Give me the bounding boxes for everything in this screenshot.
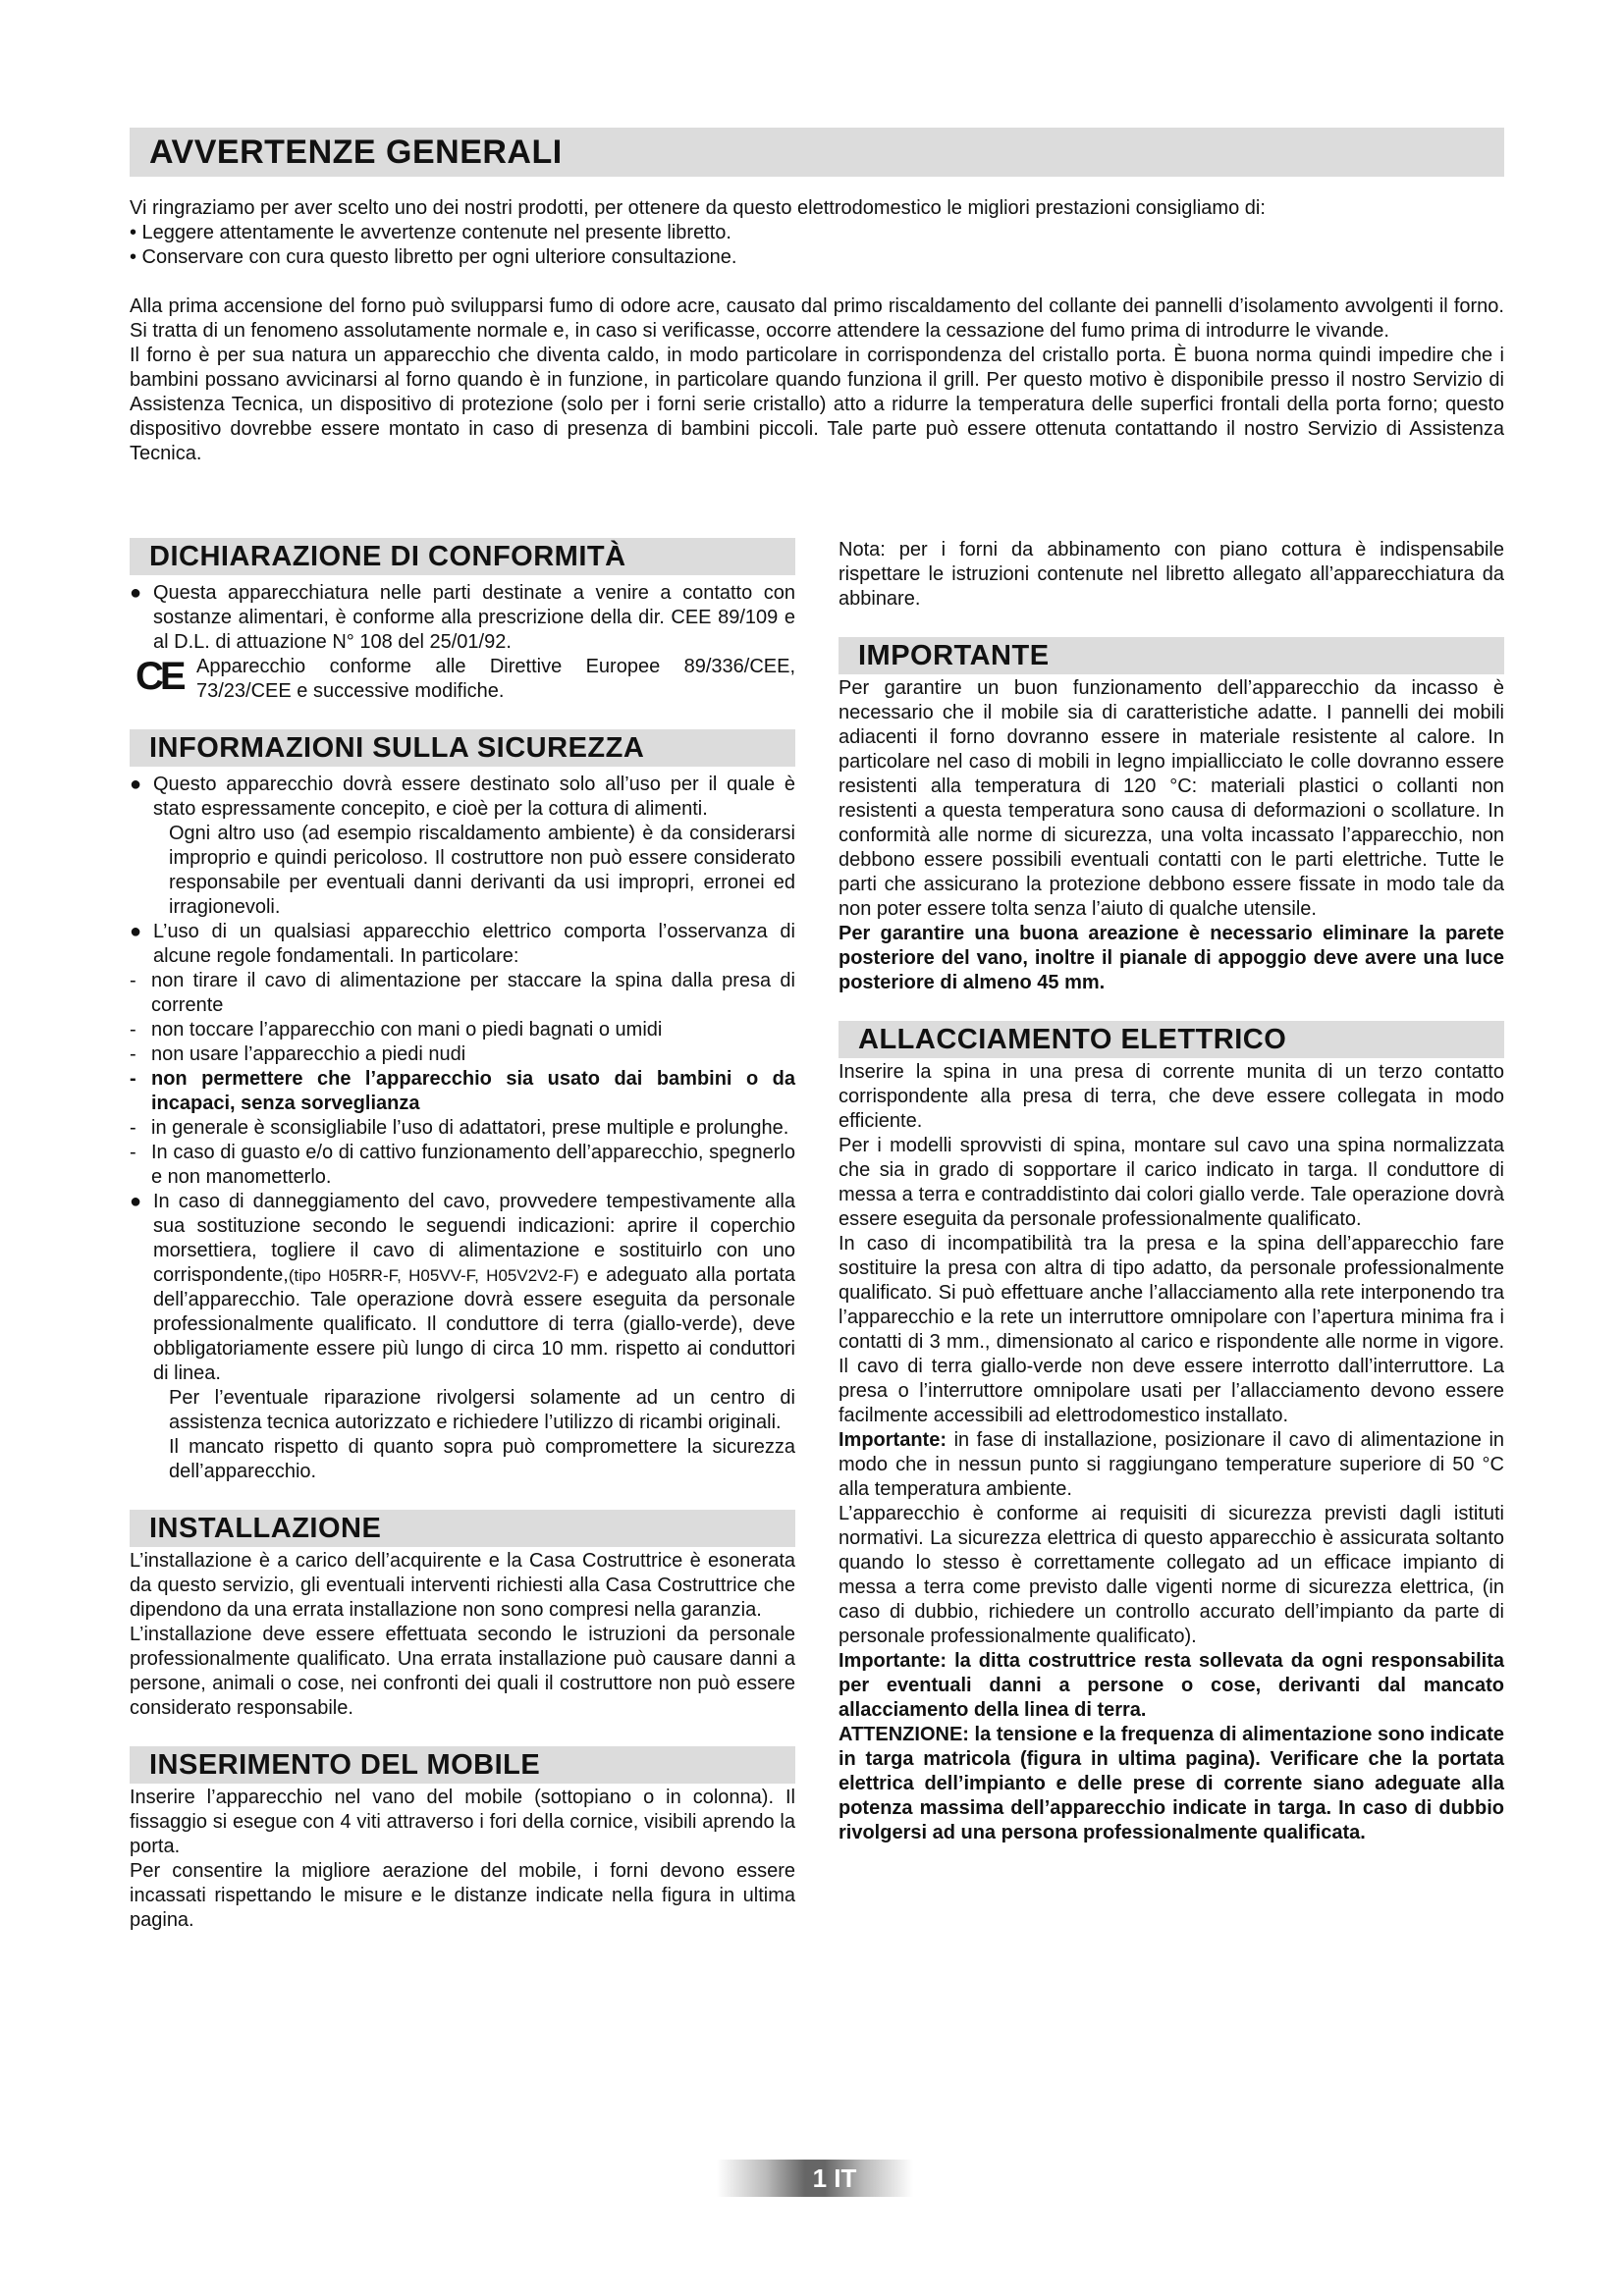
cable-types: (tipo H05RR-F, H05VV-F, H05V2V2-F) <box>288 1266 579 1285</box>
allacciamento-text: Per i modelli sprovvisti di spina, montare sul cavo una spina normalizzata che sia in grado di sopportare il carico indicato in targa. Il conduttore di messa a terra e contraddistinto dai colori giallo verde. Tale operazione dovrà essere eseguita da personale professionalmente qualificato. <box>839 1135 1504 1230</box>
importante-bold: Per garantire una buona areazione è necessario eliminare la parete posteriore del vano, inoltre il pianale di appoggio deve avere una luce posteriore di almeno 45 mm. <box>839 923 1504 993</box>
sicurezza-bullet: Questo apparecchio dovrà essere destinato solo all’uso per il quale è stato espressamente concepito, e cioè per la cottura di alimenti. <box>153 774 795 820</box>
nota-text: Nota: per i forni da abbinamento con piano cottura è indispensabile rispettare le istruzioni contenute nel libretto allegato all’apparecchiatura da abbinare. <box>839 539 1504 610</box>
sicurezza-text: Ogni altro uso (ad esempio riscaldamento ambiente) è da considerarsi improprio e quindi pericoloso. Il costruttore non può essere considerato responsabile per eventuali danni derivanti da usi impropri, erronei ed irragionevoli. <box>169 823 795 918</box>
allacciamento-bold: Importante: la ditta costruttrice resta sollevata da ogni responsabilita per eventuali danni a persone o cose, derivanti dal mancato allacciamento della linea di terra. <box>839 1650 1504 1721</box>
section-title: ALLACCIAMENTO ELETTRICO <box>839 1021 1504 1058</box>
sicurezza-dash-item: in generale è sconsigliabile l’uso di adattatori, prese multiple e prolunghe. <box>151 1117 789 1139</box>
sicurezza-dash-item: In caso di guasto e/o di cattivo funzionamento dell’apparecchio, spegnerlo e non manometterlo. <box>151 1142 795 1188</box>
allacciamento-text: in fase di installazione, posizionare il cavo di alimentazione in modo che in nessun punto si raggiungano temperature superiore di 50 °C alla temperatura ambiente. <box>839 1429 1505 1500</box>
sicurezza-dash-item: non toccare l’apparecchio con mani o piedi bagnati o umidi <box>151 1019 663 1041</box>
ce-mark-icon: CE <box>135 655 183 698</box>
sicurezza-bullet: In caso di danneggiamento del cavo, provvedere tempestivamente alla sua sostituzione secondo le seguendi indicazioni: aprire il coperchio morsettiera, togliere il cavo di alimentazione e sostituirlo con uno corrispondente, <box>153 1191 795 1286</box>
section-nota <box>839 538 1504 612</box>
intro-paragraph: Il forno è per sua natura un apparecchio che diventa caldo, in modo particolare in corrispondenza del cristallo porta. È buona norma quindi impedire che i bambini possano avvicinarsi al forno quando è in funzione, in particolare quando funziona il grill. Per questo motivo è disponibile presso il nostro Servizio di Assistenza Tecnica, un dispositivo di protezione (solo per i forni serie cristallo) atto a ridurre la temperatura delle superfici frontali della porta forno; questo dispositivo dovrebbe essere montato in caso di presenza di bambini piccoli. Tale parte può essere ottenuta contattando il nostro Servizio di Assistenza Tecnica. <box>130 345 1504 464</box>
sicurezza-text: Il mancato rispetto di quanto sopra può compromettere la sicurezza dell’apparecchio. <box>169 1436 795 1482</box>
section-sicurezza: INFORMAZIONI SULLA SICUREZZA ● Questo apparecchio dovrà essere destinato solo all’uso per il quale è stato espressamente concepito, e cioè per la cottura di alimenti. Ogni altro uso (ad esempio riscaldamento ambiente) è da considerarsi improprio e quindi pericoloso. Il costruttore non può essere considerato responsabile per eventuali danni derivanti da usi impropri, erronei ed irragionevoli. ● L’uso di un qualsiasi apparecchio elettrico comporta l’osservanza di alcune regole fondamentali. In particolare: - non tirare il cavo di alimentazione per staccare la spina dalla presa di corrente - non toccare l’apparecchio con mani o piedi bagnati o umidi - non usare l’apparecchio a piedi nudi - non permettere che l’apparecchio sia usato dai bambini o da incapaci, senza sorveglianza - in generale è sconsigliabile l’uso di adattatori, prese multiple e prolunghe. - In caso di guasto e/o di cattivo funzionamento dell’apparecchio, spegnerlo e non manometterlo. ● In caso di danneggiamento del cavo, provvedere tempestivamente alla sua sostituzione secondo le seguendi indicazioni: aprire il coperchio morsettiera, togliere il cavo di alimentazione e sostituirlo con uno corrispondente,(tipo H05RR-F, H05VV-F, H05V2V2-F) e adeguato alla portata dell’apparecchio. Tale operazione dovrà essere eseguita da personale professionalmente qualificato. Il conduttore di terra (giallo-verde), deve obbligatoriamente essere più lungo di circa 10 mm. rispetto ai conduttori di linea. Per l’eventuale riparazione rivolgersi solamente ad un centro di assistenza tecnica autorizzato e richiedere l’utilizzo di ricambi originali. Il mancato rispetto di quanto sopra può compromettere la sicurezza dell’apparecchio. <box>130 729 795 1484</box>
allacciamento-text: Inserire la spina in una presa di corrente munita di un terzo contatto corrispondente alla presa di terra, che deve essere collegata in modo efficiente. <box>839 1061 1504 1132</box>
sicurezza-dash-item: non tirare il cavo di alimentazione per staccare la spina dalla presa di corrente <box>151 970 795 1016</box>
importante-label: Importante: <box>839 1429 947 1451</box>
section-title: INSERIMENTO DEL MOBILE <box>130 1746 795 1784</box>
intro-bullet: • Leggere attentamente le avvertenze contenute nel presente libretto. <box>130 222 731 243</box>
section-importante <box>839 637 1504 995</box>
intro-bullet: • Conservare con cura questo libretto per ogni ulteriore consultazione. <box>130 246 737 268</box>
section-allacciamento <box>839 1021 1504 1845</box>
allacciamento-text: L’apparecchio è conforme ai requisiti di sicurezza previsti dagli istituti normativi. La sicurezza elettrica di questo apparecchio è assicurata soltanto quando lo stesso è correttamente collegato ad un efficace impianto di messa a terra come previsto dalle vigenti norme di sicurezza elettrica, (in caso di dubbio, richiedere un controllo accurato dell’impianto da parte di personale professionalmente qualificato). <box>839 1503 1504 1647</box>
intro-block <box>130 128 1504 466</box>
section-title: IMPORTANTE <box>839 637 1504 674</box>
sicurezza-bullet: L’uso di un qualsiasi apparecchio elettrico comporta l’osservanza di alcune regole fondamentali. In particolare: <box>153 921 795 967</box>
right-column <box>839 538 1504 1958</box>
section-title: INFORMAZIONI SULLA SICUREZZA <box>130 729 795 767</box>
allacciamento-text: In caso di incompatibilità tra la presa e la spina dell’apparecchio fare sostituire la presa con altra di tipo adatto, da personale professionalmente qualificato. Si può effettuare anche l’allacciamento alla rete interponendo tra l’apparecchio e la rete un interruttore omnipolare con l’apertura minima fra i contatti di 3 mm., dimensionato al carico e rispondente alle norme in vigore. Il cavo di terra giallo-verde non deve essere interrotto dall’interruttore. La presa o l’interruttore omnipolare usati per l’allacciamento devono essere facilmente accessibili ad elettrodomestico installato. <box>839 1233 1504 1426</box>
allacciamento-bold: ATTENZIONE: la tensione e la frequenza di alimentazione sono indicate in targa matricola (figura in ultima pagina). Verificare che la portata elettrica dell’impianto e delle prese di corrente siano adeguate alla potenza massima dell’apparecchio indicate in targa. In caso di dubbio rivolgersi ad una persona professionalmente qualificata. <box>839 1724 1504 1843</box>
page-title: AVVERTENZE GENERALI <box>130 128 1504 177</box>
section-title: INSTALLAZIONE <box>130 1510 795 1547</box>
conformita-bullet: Questa apparecchiatura nelle parti destinate a venire a contatto con sostanze alimentari, è conforme alla prescrizione della dir. CEE 89/109 e al D.L. di attuazione N° 108 del 25/01/92. <box>153 582 795 653</box>
inserimento-text: Inserire l’apparecchio nel vano del mobile (sottopiano o in colonna). Il fissaggio si esegue con 4 viti attraverso i fori della cornice, visibili aprendo la porta. <box>130 1787 795 1857</box>
installazione-text: L’installazione è a carico dell’acquirente e la Casa Costruttrice è esonerata da questo servizio, gli eventuali interventi richiesti alla Casa Costruttrice che dipendono da una errata installazione non sono compresi nella garanzia. <box>130 1550 795 1621</box>
ce-text: Apparecchio conforme alle Direttive Europee 89/336/CEE, 73/23/CEE e successive modifiche. <box>196 656 795 702</box>
inserimento-text: Per consentire la migliore aerazione del mobile, i forni devono essere incassati rispettando le misure e le distanze indicate nella figura in ultima pagina. <box>130 1860 795 1931</box>
intro-text <box>130 196 1504 466</box>
page-number-badge <box>717 2160 913 2197</box>
page-number: 1 IT <box>812 2163 857 2193</box>
left-column <box>130 538 795 1958</box>
installazione-text: L’installazione deve essere effettuata secondo le istruzioni da personale professionalmente qualificato. Una errata installazione può causare danni a persone, animali o cose, nei confronti dei quali il costruttore non può essere considerato responsabile. <box>130 1624 795 1719</box>
sicurezza-dash-item: non usare l’apparecchio a piedi nudi <box>151 1043 466 1065</box>
section-title: DICHIARAZIONE DI CONFORMITÀ <box>130 538 795 575</box>
sicurezza-text: e adeguato alla portata dell’apparecchio. Tale operazione dovrà essere eseguita da personale professionalmente qualificato. Il conduttore di terra (giallo-verde), deve obbligatoriamente essere più lungo di circa 10 mm. rispetto ai conduttori di linea. <box>153 1264 796 1384</box>
section-inserimento <box>130 1746 795 1933</box>
intro-paragraph: Vi ringraziamo per aver scelto uno dei nostri prodotti, per ottenere da questo elettrodomestico le migliori prestazioni consigliamo di: <box>130 197 1266 219</box>
section-conformita: DICHIARAZIONE DI CONFORMITÀ ● Questa apparecchiatura nelle parti destinate a venire a contatto con sostanze alimentari, è conforme alla prescrizione della dir. CEE 89/109 e al D.L. di attuazione N° 108 del 25/01/92. CE Apparecchio conforme alle Direttive Europee 89/336/CEE, 73/23/CEE e successive modifiche. <box>130 538 795 704</box>
importante-text: Per garantire un buon funzionamento dell’apparecchio da incasso è necessario che il mobile sia di caratteristiche adatte. I pannelli dei mobili adiacenti il forno dovranno essere in materiale resistente al calore. In particolare nel caso di mobili in legno impiallicciato le colle dovranno essere resistenti alla temperatura di 120 °C: materiali plastici o collanti non resistenti a questa temperatura sono causa di deformazioni o scollature. In conformità alle norme di sicurezza, una volta incassato l’apparecchio, non debbono essere possibili eventuali contatti con le parti elettriche. Tutte le parti che assicurano la protezione debbono essere fissate in modo tale da non poter essere tolta senza l’aiuto di qualche utensile. <box>839 677 1504 920</box>
intro-paragraph: Alla prima accensione del forno può svilupparsi fumo di odore acre, causato dal primo riscaldamento del collante dei pannelli d’isolamento avvolgenti il forno. Si tratta di un fenomeno assolutamente normale e, in caso si verificasse, occorre attendere la cessazione del fumo prima di introdurre le vivande. <box>130 295 1504 342</box>
sicurezza-dash-item: non permettere che l’apparecchio sia usato dai bambini o da incapaci, senza sorveglianza <box>151 1068 795 1114</box>
sicurezza-text: Per l’eventuale riparazione rivolgersi solamente ad un centro di assistenza tecnica autorizzato e richiedere l’utilizzo di ricambi originali. <box>169 1387 795 1433</box>
section-installazione <box>130 1510 795 1721</box>
